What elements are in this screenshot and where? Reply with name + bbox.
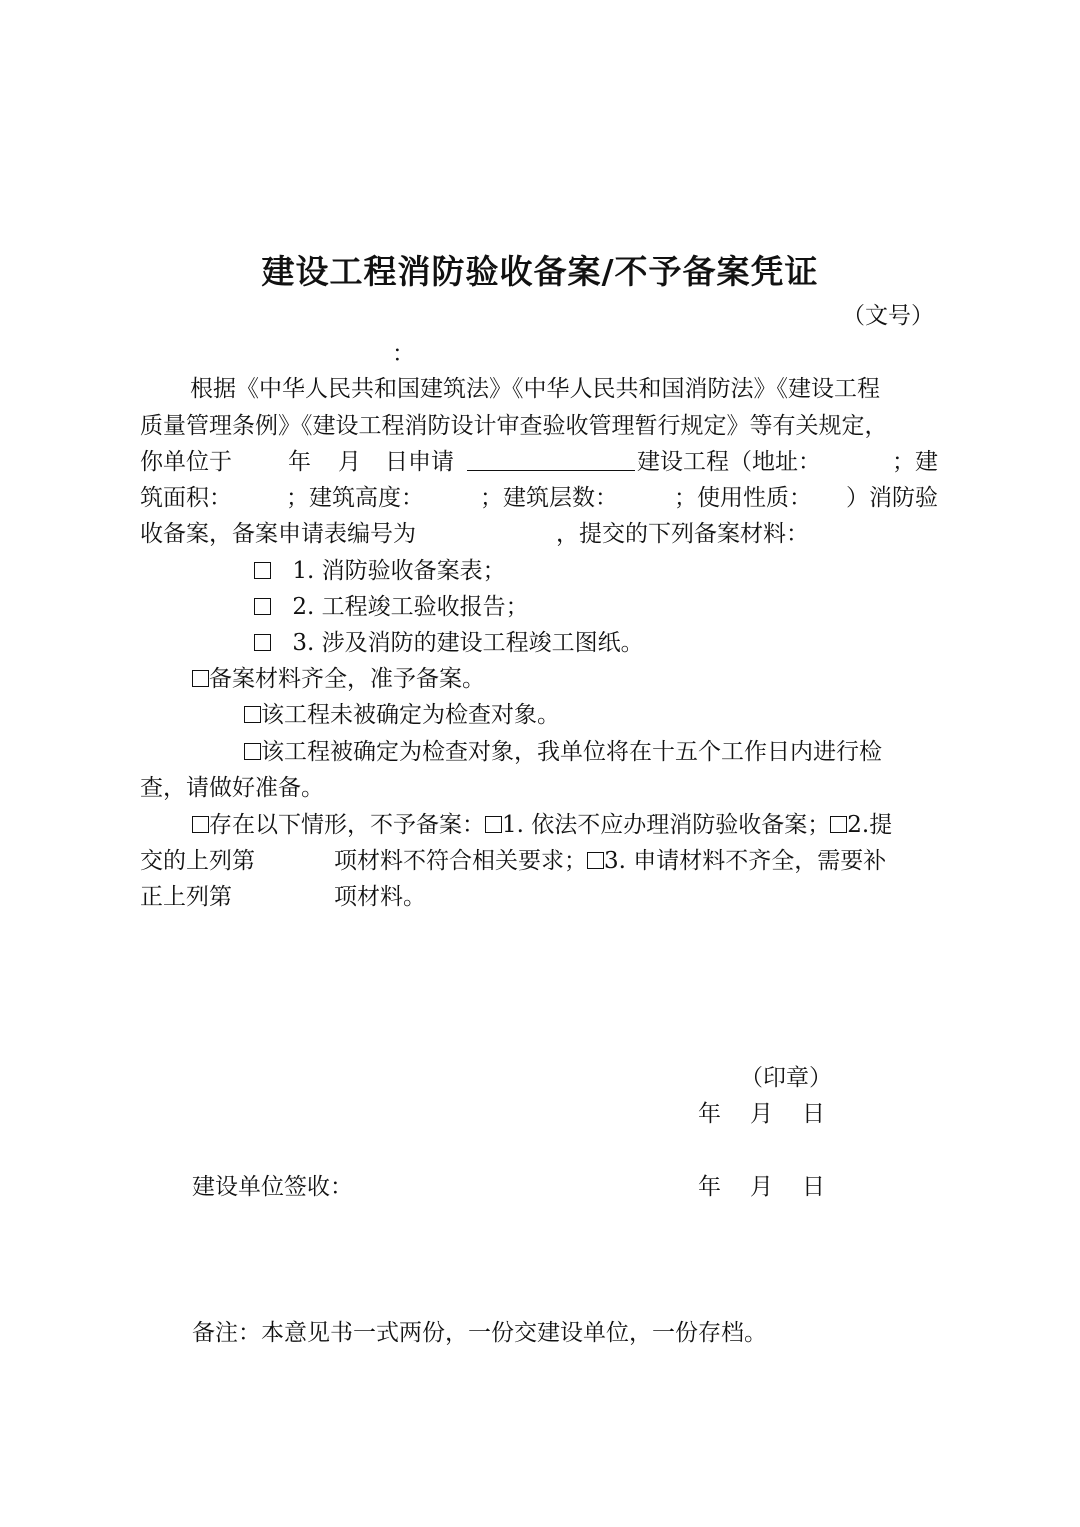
building-area-label: 筑面积： (140, 485, 232, 511)
sign-date-year: 年 (698, 1174, 721, 1200)
para1-line4-end: ）消防验 (846, 485, 938, 511)
project-name-blank (467, 450, 635, 471)
construction-unit-sign-label: 建设单位签收： (192, 1174, 353, 1200)
option-inspected-label: 该工程被确定为检查对象，我单位将在十五个工作日内进行检 (261, 739, 882, 765)
checkbox-icon[interactable] (254, 562, 271, 579)
option-refuse[interactable] (192, 807, 892, 843)
project-address-label: 建设工程（地址： (637, 449, 821, 475)
para1-line2-text: 质量管理条例》《建设工程消防设计审查验收管理暂行规定》等有关规定， (140, 413, 888, 439)
refuse-reason-2-start: 2.提 (847, 812, 893, 838)
option-not-inspected[interactable] (244, 697, 560, 733)
apply-day: 日申请 (385, 449, 454, 475)
seal-date-year: 年 (698, 1101, 721, 1127)
refuse-reason-3: 3. 申请材料不齐全，需要补 (604, 848, 887, 874)
refuse-reason-1: 1. 依法不应办理消防验收备案； (502, 812, 831, 838)
apply-month: 月 (338, 449, 361, 475)
document-number: （文号） (842, 303, 934, 329)
checkbox-icon[interactable] (587, 852, 604, 869)
checkbox-icon[interactable] (254, 598, 271, 615)
checkbox-icon[interactable] (485, 816, 502, 833)
para1-line1-text: 根据《中华人民共和国建筑法》《中华人民共和国消防法》《建设工程 (190, 376, 880, 402)
material-item-2-label: 2. 工程竣工验收报告； (292, 594, 529, 620)
material-item-3[interactable] (254, 625, 644, 661)
option-complete-label: 备案材料齐全，准予备案。 (209, 666, 485, 692)
seal-date-day: 日 (802, 1101, 825, 1127)
apply-year: 年 (288, 449, 311, 475)
para1-line1 (140, 370, 942, 403)
building-height-label: ；建筑高度： (286, 485, 424, 511)
refuse-line2 (334, 843, 886, 879)
checkbox-icon[interactable] (192, 816, 209, 833)
material-item-3-label: 3. 涉及消防的建设工程竣工图纸。 (292, 630, 644, 656)
material-item-2[interactable] (254, 589, 529, 625)
checkbox-icon[interactable] (254, 634, 271, 651)
materials-intro: ，提交的下列备案材料： (556, 521, 809, 547)
option-inspected[interactable] (244, 734, 882, 770)
option-inspected-line2: 查，请做好准备。 (140, 775, 324, 801)
sign-date-day: 日 (802, 1174, 825, 1200)
para1-line3-start: 你单位于 (140, 449, 232, 475)
para1-line3-end: ；建 (892, 449, 938, 475)
para1-line2 (140, 407, 942, 440)
checkbox-icon[interactable] (244, 706, 261, 723)
checkbox-icon[interactable] (830, 816, 847, 833)
usage-label: ；使用性质： (674, 485, 812, 511)
refuse-line2-start: 交的上列第 (140, 848, 255, 874)
building-floors-label: ；建筑层数： (480, 485, 618, 511)
document-title: 建设工程消防验收备案/不予备案凭证 (261, 252, 819, 291)
checkbox-icon[interactable] (192, 670, 209, 687)
remarks-note: 备注：本意见书一式两份，一份交建设单位，一份存档。 (192, 1320, 767, 1346)
checkbox-icon[interactable] (244, 743, 261, 760)
seal-date-month: 月 (750, 1101, 773, 1127)
seal-label: （印章） (740, 1065, 832, 1091)
refuse-line3-end: 项材料。 (334, 884, 426, 910)
sign-date-month: 月 (750, 1174, 773, 1200)
material-item-1-label: 1. 消防验收备案表； (292, 558, 506, 584)
option-not-inspected-label: 该工程未被确定为检查对象。 (261, 702, 560, 728)
recipient-colon: ： (392, 341, 415, 367)
refuse-line3-start: 正上列第 (140, 884, 232, 910)
option-complete[interactable] (192, 661, 485, 697)
application-number-label: 收备案，备案申请表编号为 (140, 521, 416, 547)
option-refuse-label: 存在以下情形，不予备案： (209, 812, 485, 838)
material-item-1[interactable] (254, 553, 506, 589)
refuse-reason-2-end: 项材料不符合相关要求； (334, 848, 587, 874)
